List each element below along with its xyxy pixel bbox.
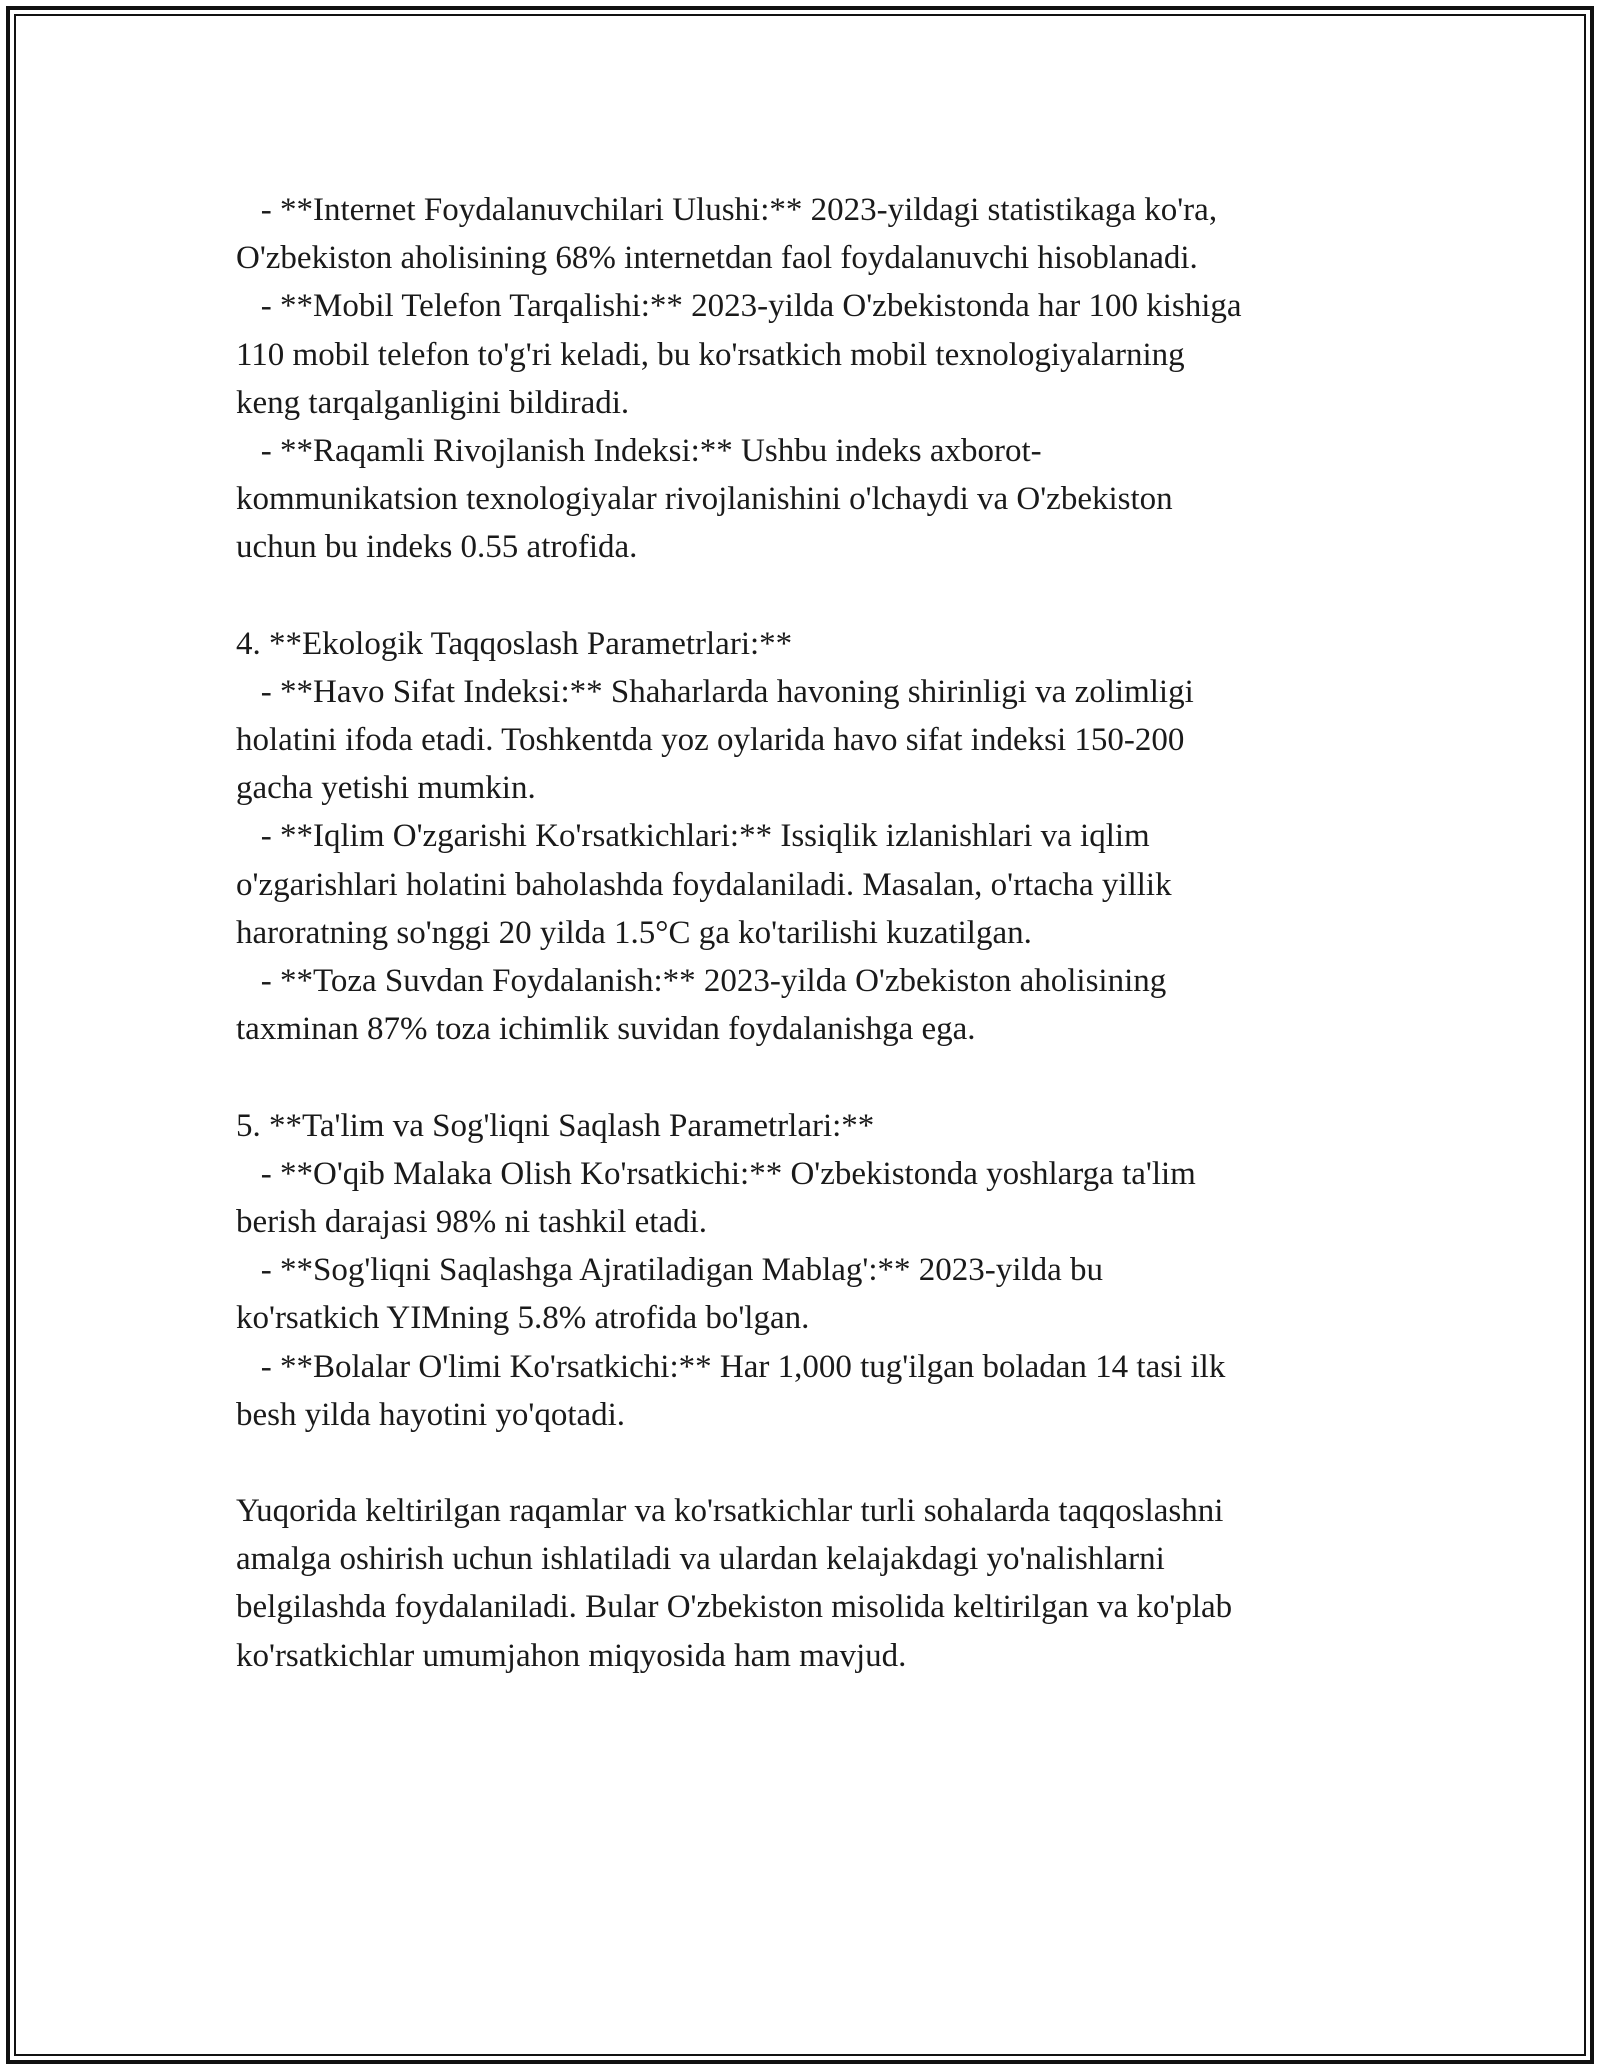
section-education-health-parameters	[236, 1102, 1366, 1439]
text-line: - **Havo Sifat Indeksi:** Shaharlarda havoning shirinligi va zolimligi	[236, 673, 1194, 710]
text-line: - **Mobil Telefon Tarqalishi:** 2023-yilda O'zbekistonda har 100 kishiga	[236, 288, 1242, 325]
paragraph-spacer	[236, 1439, 1366, 1487]
text-line: - **Raqamli Rivojlanish Indeksi:** Ushbu indeks axborot-	[236, 432, 1042, 469]
text-line: berish darajasi 98% ni tashkil etadi.	[236, 1203, 708, 1240]
text-line: - **Sog'liqni Saqlashga Ajratiladigan Mablag':** 2023-yilda bu	[236, 1252, 1104, 1289]
section-heading: 4. **Ekologik Taqqoslash Parametrlari:**	[236, 625, 793, 662]
text-line: haroratning so'nggi 20 yilda 1.5°C ga ko'tarilishi kuzatilgan.	[236, 914, 1032, 951]
paragraph-spacer	[236, 1053, 1366, 1101]
section-heading: 5. **Ta'lim va Sog'liqni Saqlash Parametrlari:**	[236, 1107, 875, 1144]
text-line: - **Bolalar O'limi Ko'rsatkichi:** Har 1,000 tug'ilgan boladan 14 tasi ilk	[236, 1348, 1226, 1385]
document-body	[236, 186, 1366, 1680]
text-line: ko'rsatkichlar umumjahon miqyosida ham mavjud.	[236, 1637, 907, 1674]
section-ecological-parameters	[236, 620, 1366, 1054]
text-line: gacha yetishi mumkin.	[236, 770, 536, 807]
text-line: - **Iqlim O'zgarishi Ko'rsatkichlari:** Issiqlik izlanishlari va iqlim	[236, 818, 1150, 855]
text-line: 110 mobil telefon to'g'ri keladi, bu ko'rsatkich mobil texnologiyalarning	[236, 336, 1185, 373]
section-conclusion	[236, 1487, 1366, 1680]
text-line: ko'rsatkich YIMning 5.8% atrofida bo'lgan.	[236, 1300, 810, 1337]
text-line: besh yilda hayotini yo'qotadi.	[236, 1396, 626, 1433]
text-line: taxminan 87% toza ichimlik suvidan foydalanishga ega.	[236, 1011, 976, 1048]
text-line: - **O'qib Malaka Olish Ko'rsatkichi:** O'zbekistonda yoshlarga ta'lim	[236, 1155, 1196, 1192]
text-line: - **Toza Suvdan Foydalanish:** 2023-yilda O'zbekiston aholisining	[236, 963, 1167, 999]
text-line: belgilashda foydalaniladi. Bular O'zbekiston misolida keltirilgan va ko'plab	[236, 1589, 1233, 1626]
paragraph-spacer	[236, 572, 1366, 620]
text-line: keng tarqalganligini bildiradi.	[236, 384, 630, 421]
text-line: o'zgarishlari holatini baholashda foydalaniladi. Masalan, o'rtacha yillik	[236, 866, 1172, 903]
text-line: uchun bu indeks 0.55 atrofida.	[236, 529, 638, 566]
text-line: O'zbekiston aholisining 68% internetdan faol foydalanuvchi hisoblanadi.	[236, 240, 1198, 277]
text-line: - **Internet Foydalanuvchilari Ulushi:** 2023-yildagi statistikaga ko'ra,	[236, 192, 1218, 228]
text-line: holatini ifoda etadi. Toshkentda yoz oylarida havo sifat indeksi 150-200	[236, 722, 1185, 759]
text-line: kommunikatsion texnologiyalar rivojlanishini o'lchaydi va O'zbekiston	[236, 481, 1173, 518]
section-digital-indicators	[236, 186, 1366, 572]
text-line: amalga oshirish uchun ishlatiladi va ulardan kelajakdagi yo'nalishlarni	[236, 1541, 1165, 1578]
text-line: Yuqorida keltirilgan raqamlar va ko'rsatkichlar turli sohalarda taqqoslashni	[236, 1493, 1224, 1530]
